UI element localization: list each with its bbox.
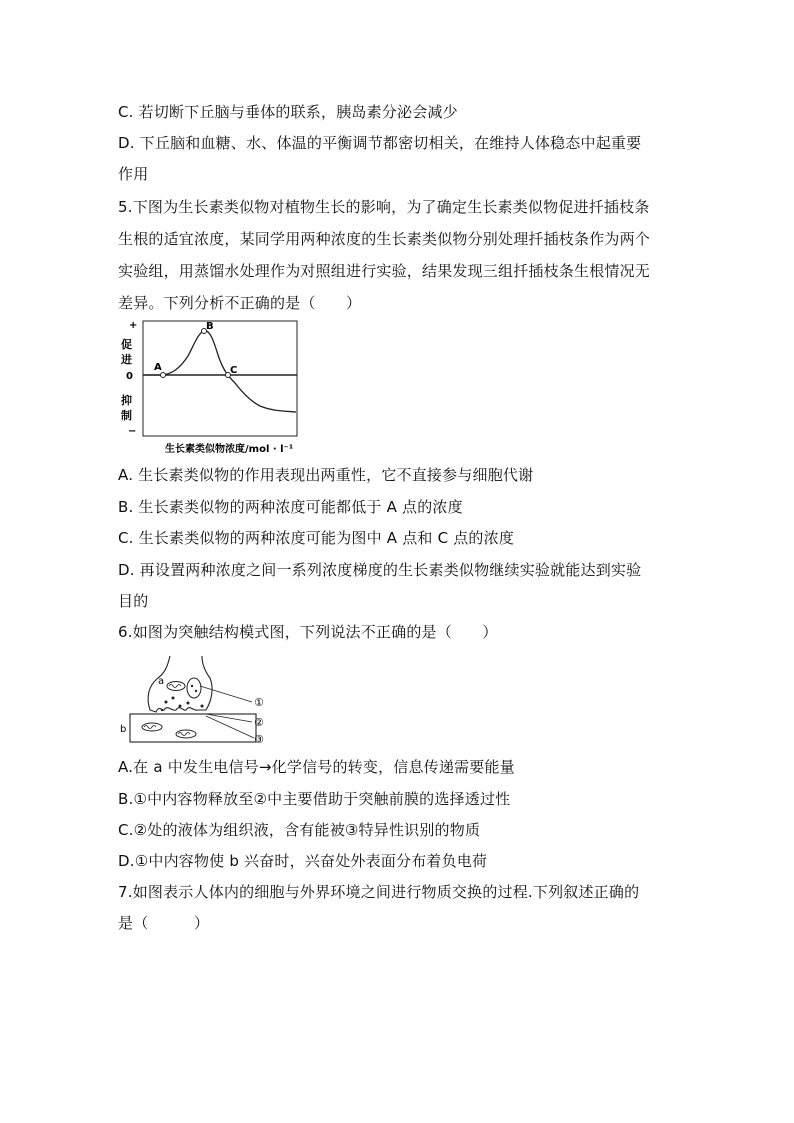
option-4c: C. 若切断下丘脑与垂体的联系，胰岛素分泌会减少 [118, 103, 458, 121]
synapse-figure [118, 654, 278, 746]
x-axis-label: 生长素类似物浓度/mol · l⁻¹ [165, 444, 294, 455]
option-4d-line1: D. 下丘脑和血糖、水、体温的平衡调节都密切相关，在维持人体稳态中起重要 [118, 134, 642, 152]
option-6c: C.②处的液体为组织液，含有能被③特异性识别的物质 [118, 821, 481, 839]
y-label-promote-2: 进 [121, 353, 132, 366]
question-5-line1: 5.下图为生长素类似物对植物生长的影响，为了确定生长素类似物促进扦插枝条 [118, 198, 650, 216]
option-6a: A.在 a 中发生电信号→化学信号的转变，信息传递需要能量 [118, 758, 515, 776]
y-label-inhibit-2: 制 [121, 409, 132, 422]
point-a-marker [161, 373, 166, 378]
synaptic-vesicle-icon [187, 678, 201, 698]
point-a-label: A [154, 362, 162, 373]
response-curve [145, 331, 296, 412]
point-c-label: C [230, 365, 238, 376]
question-7-line1: 7.如图表示人体内的细胞与外界环境之间进行物质交换的过程.下列叙述正确的 [118, 883, 640, 901]
question-5-line2: 生根的适宜浓度，某同学用两种浓度的生长素类似物分别处理扦插枝条作为两个 [118, 230, 651, 248]
plot-frame [143, 321, 297, 436]
auxin-effect-figure [118, 318, 300, 458]
y-zero-label: 0 [126, 371, 133, 382]
mitochondrion-icon [167, 682, 185, 691]
label-2: ② [254, 716, 264, 729]
option-5d-line2: 目的 [118, 592, 149, 610]
option-5d-line1: D. 再设置两种浓度之间一系列浓度梯度的生长素类似物继续实验就能达到实验 [118, 561, 642, 579]
option-5a: A. 生长素类似物的作用表现出两重性，它不直接参与细胞代谢 [118, 466, 534, 484]
label-3: ③ [254, 733, 264, 746]
label-1: ① [254, 696, 264, 709]
label-b: b [120, 724, 127, 735]
question-6: 6.如图为突触结构模式图，下列说法不正确的是（ ） [118, 623, 498, 641]
y-label-promote-1: 促 [121, 338, 132, 351]
point-b-label: B [206, 321, 214, 332]
option-5c: C. 生长素类似物的两种浓度可能为图中 A 点和 C 点的浓度 [118, 529, 515, 547]
option-6b: B.①中内容物释放至②中主要借助于突触前膜的选择透过性 [118, 790, 511, 808]
y-plus-label: + [129, 320, 138, 331]
question-5-line3: 实验组，用蒸馏水处理作为对照组进行实验，结果发现三组扦插枝条生根情况无 [118, 262, 651, 280]
y-minus-label: − [128, 426, 137, 437]
option-6d: D.①中内容物使 b 兴奋时，兴奋处外表面分布着负电荷 [118, 852, 488, 870]
question-7-line2: 是（ ） [118, 914, 210, 932]
label-a: a [158, 676, 165, 687]
question-5-line4: 差异。下列分析不正确的是（ ） [118, 294, 362, 312]
y-label-inhibit-1: 抑 [121, 394, 132, 407]
option-4d-line2: 作用 [118, 165, 149, 183]
option-5b: B. 生长素类似物的两种浓度可能都低于 A 点的浓度 [118, 498, 463, 516]
